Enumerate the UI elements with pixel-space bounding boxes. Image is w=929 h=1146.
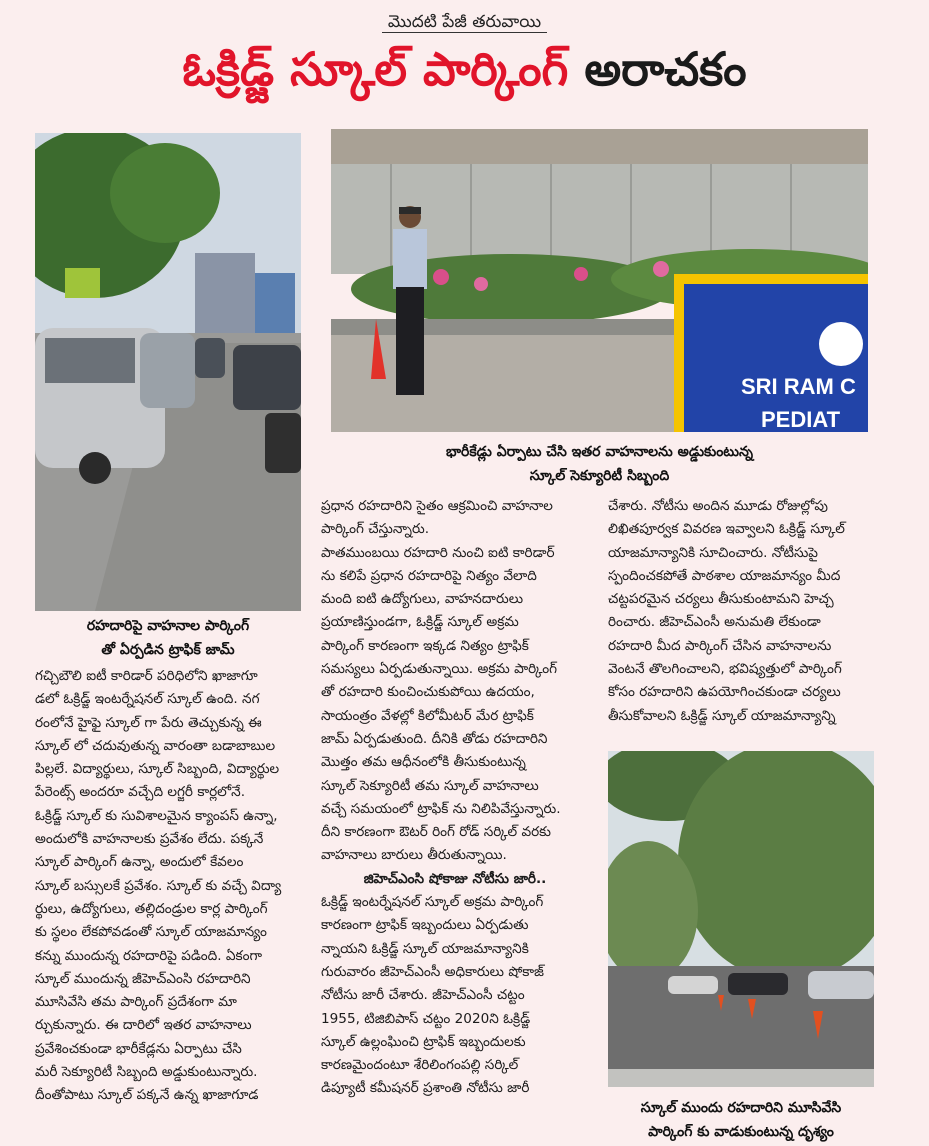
col1-line: దీంతోపాటు స్కూల్ పక్కనే ఉన్న ఖాజాగూడ <box>35 1087 259 1104</box>
col3-line: రహదారి మీద పార్కింగ్ చేసిన వాహనాలను <box>608 637 832 654</box>
col2-line: మొత్తం తమ ఆధీనంలోకి తీసుకుంటున్న <box>321 754 526 771</box>
col2-line: సమస్యలు ఏర్పడుతున్నాయి. అక్రమ పార్కింగ్ <box>321 661 558 678</box>
security-guard-illustration <box>331 129 868 432</box>
col2-line: తో రహదారి కుంచించుకుపోయి ఉదయం, <box>321 684 535 701</box>
col1-line: స్కూల్ లో చదువుతున్న వారంతా బడాబాబుల <box>35 737 276 754</box>
col2-line: వాహనాలు బారులు తీరుతున్నాయి. <box>321 847 507 864</box>
col2-line: పార్కింగ్ చేస్తున్నారు. <box>321 521 430 538</box>
col3-line: స్పందించకపోతే పాఠశాల యాజమాన్యం మీద <box>608 567 841 584</box>
banner-line1: SRI RAM C <box>741 374 856 399</box>
col1-line: డలో ఓక్రిడ్జ్ ఇంటర్నేషనల్ స్కూల్ ఉంది. నగ <box>35 691 260 708</box>
col1-line: అందులోకి వాహనాలకు ప్రవేశం లేదు. పక్కనే <box>35 831 264 848</box>
col1-line: కు స్థలం లేకపోవడంతో స్కూల్ యాజమాన్యం <box>35 924 267 941</box>
caption-bottom-line1: స్కూల్ ముందు రహదారిని మూసివేసి <box>640 1100 842 1116</box>
col2-line: పార్కింగ్ కారణంగా ఇక్కడ నిత్యం ట్రాఫిక్ <box>321 637 529 654</box>
col1-line: ప్రవేశించకుండా భారీకేడ్లను ఏర్పాటు చేసి <box>35 1040 242 1057</box>
traffic-jam-illustration <box>35 133 301 611</box>
caption-left-line1: రహదారిపై వాహనాల పార్కింగ్ <box>86 618 250 634</box>
col2-line: ఓక్రిడ్జ్ ఇంటర్నేషనల్ స్కూల్ అక్రమ పార్కింగ్ <box>321 894 544 911</box>
article-column-2 <box>321 495 589 1146</box>
article-column-3 <box>608 495 878 735</box>
col2-line: జామ్ ఏర్పడుతుంది. దీనికి తోడు రహదారిని <box>321 730 548 747</box>
headline-black-part: అరాచకం <box>584 42 747 96</box>
col1-line: స్కూల్ పార్కింగ్ ఉన్నా, అందులో కేవలం <box>35 854 244 871</box>
col2-line: వచ్చే సమయంలో ట్రాఫిక్ ను నిలిపివేస్తున్నారు. <box>321 800 561 817</box>
caption-left-line2: తో ఏర్పడిన ట్రాఫిక్ జామ్ <box>101 642 235 658</box>
headline-red-part: ఓక్రిడ్జ్ స్కూల్ పార్కింగ్ <box>182 42 569 96</box>
parked-cars-illustration <box>608 751 874 1087</box>
col1-line: స్కూల్ బస్సులకే ప్రవేశం. స్కూల్ కు వచ్చే విద్యా <box>35 877 282 894</box>
col1-line: కన్ను ముందున్న రహదారిపై పడింది. ఏకంగా <box>35 947 263 964</box>
article-column-1 <box>35 665 301 1146</box>
col1-line: స్కూల్ ముందున్న జీహెచ్ఎంసి రహదారిని <box>35 970 251 987</box>
col2-line: స్కూల్ సెక్యూరిటీ తమ స్కూల్ వాహనాలు <box>321 777 539 794</box>
col2-line: పాతముంబయి రహదారి నుంచి ఐటి కారిడార్ <box>321 544 555 561</box>
col2-line: స్కూల్ ఉల్లంఘించి ట్రాఫిక్ ఇబ్బందులకు <box>321 1033 526 1050</box>
caption-bottom-line2: పార్కింగ్ కు వాడుకుంటున్న దృశ్యం <box>648 1124 834 1140</box>
caption-top-line2: స్కూల్ సెక్యూరిటీ సిబ్బంది <box>529 468 670 484</box>
col2-line: ప్రయాణిస్తుండగా, ఓక్రిడ్జ్ స్కూల్ అక్రమ <box>321 614 519 631</box>
col2-line: దీని కారణంగా ఔటర్ రింగ్ రోడ్ సర్కిల్ వరకు <box>321 824 551 841</box>
col2-line: కారణంగా ట్రాఫిక్ ఇబ్బందులు ఏర్పడుతు <box>321 917 529 934</box>
col2-subheading: జిహెచ్ఎంసి షోకాజు నోటీసు జారీ.. <box>363 870 547 887</box>
col3-line: చేశారు. నోటీసు అందిన మూడు రోజుల్లోపు <box>608 498 828 514</box>
col3-line: తీసుకోవాలని ఓక్రిడ్జ్ స్కూల్ యాజమాన్యాన్ని <box>608 707 836 724</box>
traffic-jam-photo <box>35 133 301 611</box>
col3-line: లిఖితపూర్వక వివరణ ఇవ్వాలని ఓక్రిడ్జ్ స్కూల్ <box>608 521 845 538</box>
col1-line: గచ్చిబౌలి ఐటీ కారిడార్ పరిధిలోని ఖాజాగూ <box>35 668 258 684</box>
col3-line: వెంటనే తొలగించాలని, భవిష్యత్తులో పార్కింగ్ <box>608 661 842 678</box>
caption-top-line1: భారీకేడ్లు ఏర్పాటు చేసి ఇతర వాహనాలను అడ్డుకుంటున్న <box>446 444 753 460</box>
caption-top <box>331 440 868 488</box>
col2-line: ను కలిపే ప్రధాన రహదారిపై నిత్యం వేలాది <box>321 567 537 584</box>
col1-line: పిల్లలే. విద్యార్థులు, స్కూల్ సిబ్బంది, విద్యార్థుల <box>35 761 280 778</box>
col2-line: న్నాయని ఓక్రిడ్జ్ స్కూల్ యాజమాన్యానికి <box>321 940 529 957</box>
caption-bottom <box>608 1096 874 1144</box>
col2-line: నోటీసు జారీ చేశారు. జీహెచ్ఎంసీ చట్టం <box>321 987 525 1004</box>
col2-line: సాయంత్రం వేళల్లో కిలోమీటర్ మేర ట్రాఫిక్ <box>321 707 534 724</box>
col3-line: కోసం రహదారిని ఉపయోగించకుండా చర్యలు <box>608 684 841 701</box>
kicker-text: మొదటి పేజీ తరువాయి <box>382 12 547 33</box>
col1-line: ర్చుకున్నారు. ఈ దారిలో ఇతర వాహనాలు <box>35 1017 252 1034</box>
col1-line: ర్థులు, ఉద్యోగులు, తల్లిదండ్రుల కార్ల పార్కింగ్ <box>35 900 268 917</box>
col2-line: గురువారం జీహెచ్ఎంసీ అధికారులు షోకాజ్ <box>321 963 544 980</box>
headline <box>0 34 929 104</box>
kicker <box>0 12 929 36</box>
parked-cars-photo <box>608 751 874 1087</box>
col1-line: మూసివేసి తమ పార్కింగ్ ప్రదేశంగా మా <box>35 994 237 1011</box>
col1-line: ఓక్రిడ్జ్ స్కూల్ కు సువిశాలమైన క్యాంపస్ ఉన్నా, <box>35 807 278 824</box>
col2-line: ప్రధాన రహదారిని సైతం ఆక్రమించి వాహనాల <box>321 498 553 514</box>
col2-line: 1955, టిజిబిపాస్ చట్టం 2020ని ఓక్రిడ్జ్ <box>321 1010 531 1027</box>
banner-line2: PEDIAT <box>761 407 841 432</box>
caption-left <box>35 614 301 662</box>
security-guard-photo <box>331 129 868 432</box>
col3-line: యాజమాన్యానికి సూచించారు. నోటీసుపై <box>608 544 818 561</box>
col2-line: కారణమైందంటూ శేరిలింగంపల్లి సర్కిల్ <box>321 1057 519 1074</box>
col2-line: డిప్యూటీ కమీషనర్ ప్రశాంతి నోటీసు జారీ <box>321 1080 530 1097</box>
col1-line: మరీ సెక్యూరిటీ సిబ్బంది అడ్డుకుంటున్నారు. <box>35 1064 258 1081</box>
col1-line: రంలోనే హైఫై స్కూల్ గా పేరు తెచ్చుకున్న ఈ <box>35 714 262 731</box>
col1-line: పేరెంట్స్ అందరూ వచ్చేది లగ్జరీ కార్లలోనే. <box>35 784 246 801</box>
col2-line: మంది ఐటి ఉద్యోగులు, వాహనదారులు <box>321 591 524 608</box>
col3-line: చట్టపరమైన చర్యలు తీసుకుంటామని హెచ్చ <box>608 591 834 608</box>
col3-line: రించారు. జీహెచ్ఎంసీ అనుమతి లేకుండా <box>608 614 821 631</box>
